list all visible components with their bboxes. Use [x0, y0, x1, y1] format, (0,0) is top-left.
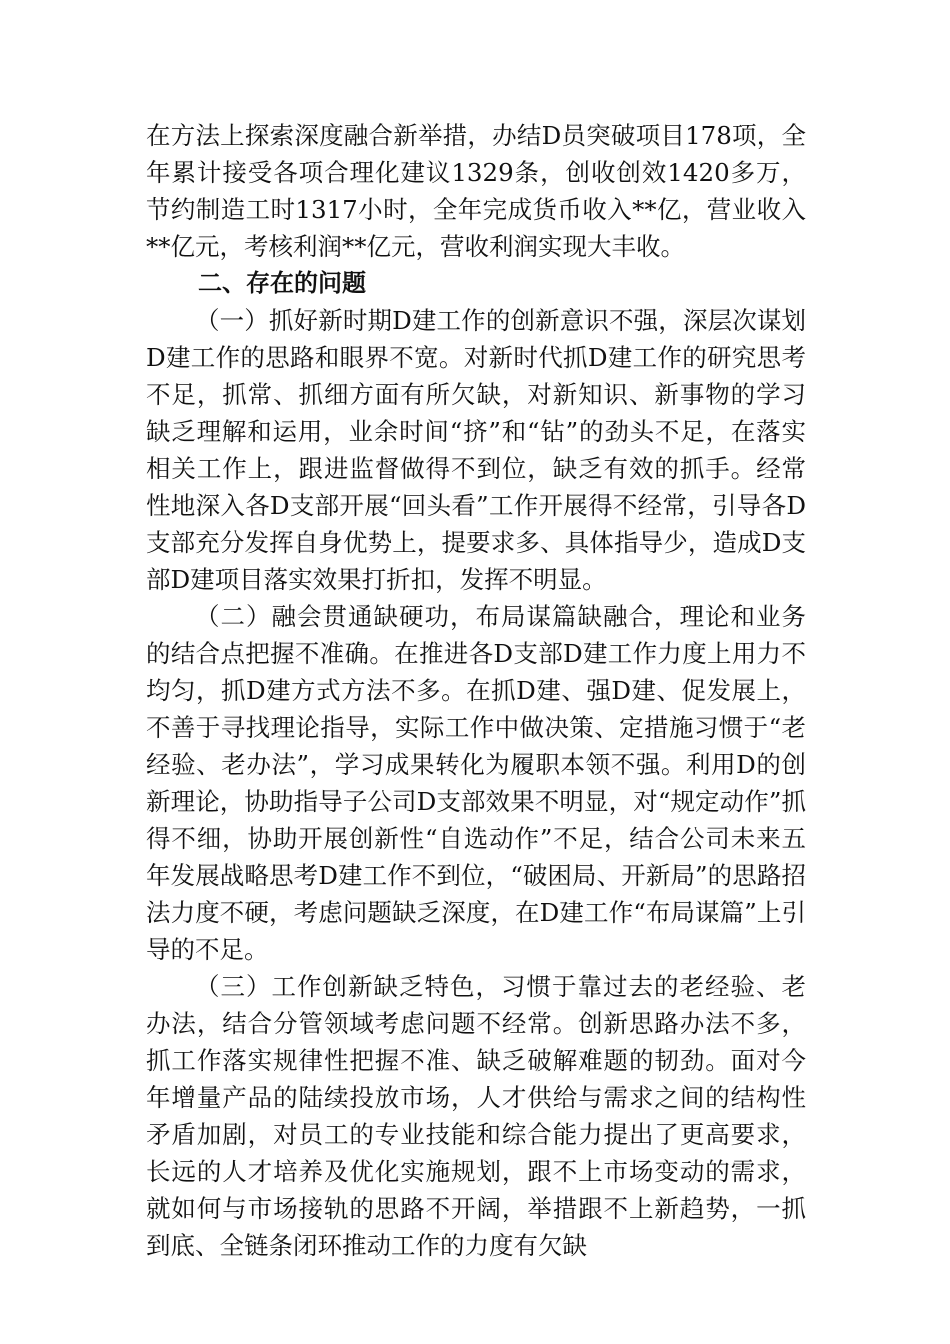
paragraph-problem-3: （三）工作创新缺乏特色，习惯于靠过去的老经验、老办法，结合分管领域考虑问题不经常。创新思路办法不多，抓工作落实规律性把握不准、缺乏破解难题的韧劲。面对今年增量产品的陆续投放市场，人才供给与需求之间的结构性矛盾加剧，对员工的专业技能和综合能力提出了更高要求，长远的人才培养及优化实施规划，跟不上市场变动的需求，就如何与市场接轨的思路不开阔，举措跟不上新趋势，一抓到底、全链条闭环推动工作的力度有欠缺: [146, 972, 806, 1260]
document-body: [146, 117, 806, 1264]
section-heading: 二、存在的问题: [198, 269, 366, 297]
paragraph-continuation: 在方法上探索深度融合新举措，办结D员突破项目178项，全年累计接受各项合理化建议1329条，创收创效1420多万，节约制造工时1317小时，全年完成货币收入**亿，营业收入**亿元，考核利润**亿元，营收利润实现大丰收。: [146, 121, 806, 261]
paragraph-problem-1: （一）抓好新时期D建工作的创新意识不强，深层次谋划D建工作的思路和眼界不宽。对新时代抓D建工作的研究思考不足，抓常、抓细方面有所欠缺，对新知识、新事物的学习缺乏理解和运用，业余时间“挤”和“钻”的劲头不足，在落实相关工作上，跟进监督做得不到位，缺乏有效的抓手。经常性地深入各D支部开展“回头看”工作开展得不经常，引导各D支部充分发挥自身优势上，提要求多、具体指导少，造成D支部D建项目落实效果打折扣，发挥不明显。: [146, 306, 806, 594]
paragraph-problem-2: （二）融会贯通缺硬功，布局谋篇缺融合，理论和业务的结合点把握不准确。在推进各D支部D建工作力度上用力不均匀，抓D建方式方法不多。在抓D建、强D建、促发展上，不善于寻找理论指导，实际工作中做决策、定措施习惯于“老经验、老办法”，学习成果转化为履职本领不强。利用D的创新理论，协助指导子公司D支部效果不明显，对“规定动作”抓得不细，协助开展创新性“自选动作”不足，结合公司未来五年发展战略思考D建工作不到位，“破困局、开新局”的思路招法力度不硬，考虑问题缺乏深度，在D建工作“布局谋篇”上引导的不足。: [146, 602, 806, 964]
